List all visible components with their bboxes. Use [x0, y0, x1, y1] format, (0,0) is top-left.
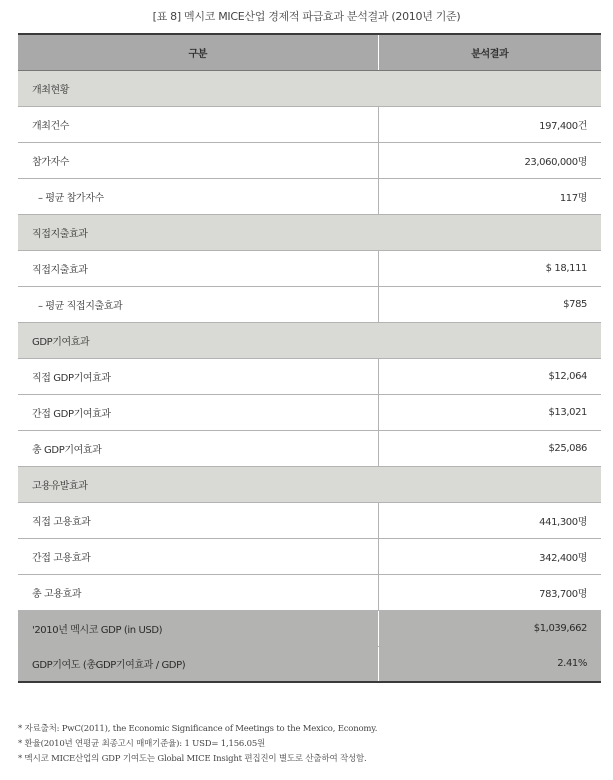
row-value: 441,300명 — [378, 502, 601, 538]
row-label: 참가자수 — [18, 142, 378, 178]
table-row — [18, 502, 601, 538]
table-header-row — [18, 34, 601, 70]
row-label: 직접지출효과 — [18, 250, 378, 286]
row-value: $13,021 — [378, 394, 601, 430]
row-value: $12,064 — [378, 358, 601, 394]
footnotes — [18, 722, 601, 767]
table-row — [18, 394, 601, 430]
section-label: GDP기여효과 — [18, 322, 601, 358]
row-label: 개최건수 — [18, 106, 378, 142]
table-row — [18, 286, 601, 322]
row-label: 직접 고용효과 — [18, 502, 378, 538]
economic-impact-table — [18, 33, 601, 683]
table-row — [18, 250, 601, 286]
header-category: 구분 — [18, 34, 378, 70]
summary-row — [18, 610, 601, 646]
row-label: 간접 고용효과 — [18, 538, 378, 574]
row-label: '2010년 멕시코 GDP (in USD) — [18, 610, 378, 646]
section-row — [18, 466, 601, 502]
row-label: – 평균 참가자수 — [18, 178, 378, 214]
row-label: 총 GDP기여효과 — [18, 430, 378, 466]
row-value: 342,400명 — [378, 538, 601, 574]
row-value: 197,400건 — [378, 106, 601, 142]
footnote-source: * 자료출처: PwC(2011), the Economic Significance of Meetings to the Mexico, Economy. — [18, 724, 378, 734]
table-body — [18, 70, 601, 682]
row-value: $785 — [378, 286, 601, 322]
table-row — [18, 430, 601, 466]
row-label: – 평균 직접지출효과 — [18, 286, 378, 322]
section-row — [18, 70, 601, 106]
row-value: 783,700명 — [378, 574, 601, 610]
footnote-gdp-contribution: * 멕시코 MICE산업의 GDP 기여도는 Global MICE Insight 편집진이 별도로 산출하여 작성함. — [18, 754, 367, 764]
section-row — [18, 214, 601, 250]
table-title: [표 8] 멕시코 MICE산업 경제적 파급효과 분석결과 (2010년 기준) — [152, 10, 461, 23]
section-label: 고용유발효과 — [18, 466, 601, 502]
row-label: GDP기여도 (총GDP기여효과 / GDP) — [18, 646, 378, 682]
table-row — [18, 574, 601, 610]
table-row — [18, 538, 601, 574]
row-value: $ 18,111 — [378, 250, 601, 286]
footnote-exchange-rate: * 환율(2010년 연평균 최종고시 매매기준율): 1 USD= 1,156.05원 — [18, 739, 266, 749]
table-row — [18, 358, 601, 394]
table-row — [18, 106, 601, 142]
row-label: 직접 GDP기여효과 — [18, 358, 378, 394]
row-value: 23,060,000명 — [378, 142, 601, 178]
row-value: 117명 — [378, 178, 601, 214]
summary-row — [18, 646, 601, 682]
header-result: 분석결과 — [378, 34, 601, 70]
row-label: 총 고용효과 — [18, 574, 378, 610]
table-row — [18, 178, 601, 214]
section-row — [18, 322, 601, 358]
row-value: 2.41% — [378, 646, 601, 682]
row-value: $25,086 — [378, 430, 601, 466]
section-label: 개최현황 — [18, 70, 601, 106]
section-label: 직접지출효과 — [18, 214, 601, 250]
table-row — [18, 142, 601, 178]
row-label: 간접 GDP기여효과 — [18, 394, 378, 430]
row-value: $1,039,662 — [378, 610, 601, 646]
